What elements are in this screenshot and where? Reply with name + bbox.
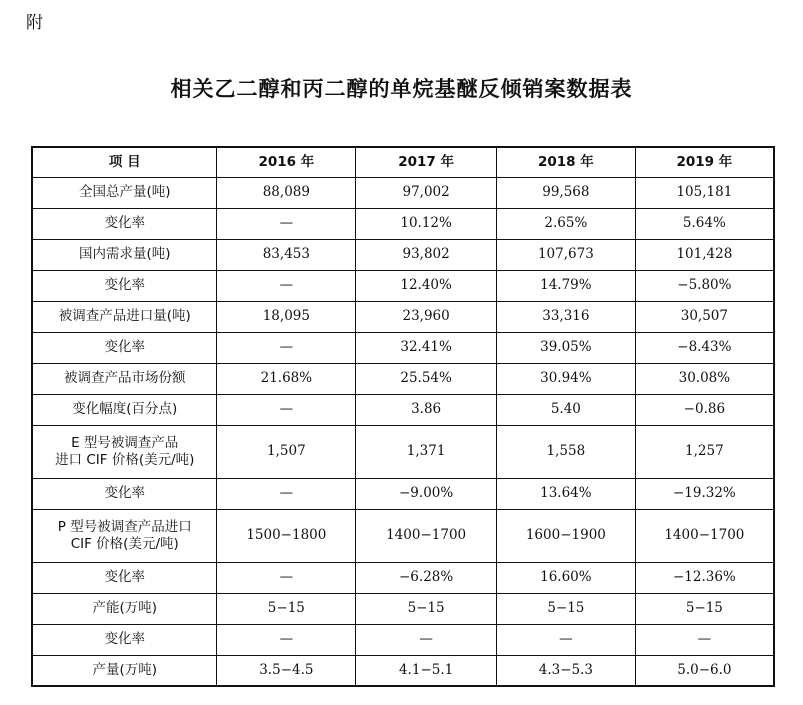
row-label-line: E 型号被调查产品	[71, 434, 179, 451]
row-label	[32, 425, 217, 478]
row-label: 全国总产量(吨)	[32, 177, 217, 208]
cell-value: 83,453	[217, 239, 356, 270]
table-row	[32, 208, 774, 239]
cell-value: 1400−1700	[356, 509, 497, 562]
appendix-label: 附	[26, 13, 43, 33]
cell-value: 3.86	[356, 394, 497, 425]
cell-value: −12.36%	[635, 562, 774, 593]
cell-value: —	[497, 624, 636, 655]
row-label: 变化率	[32, 478, 217, 509]
cell-value: 3.5−4.5	[217, 655, 356, 686]
cell-value: —	[635, 624, 774, 655]
row-label: 变化幅度(百分点)	[32, 394, 217, 425]
header-2016: 2016 年	[217, 147, 356, 177]
cell-value: 18,095	[217, 301, 356, 332]
table-row	[32, 332, 774, 363]
table-row	[32, 394, 774, 425]
cell-value: 1,371	[356, 425, 497, 478]
cell-value: 5−15	[356, 593, 497, 624]
table-row	[32, 624, 774, 655]
cell-value: 10.12%	[356, 208, 497, 239]
cell-value: 30.94%	[497, 363, 636, 394]
row-label: 国内需求量(吨)	[32, 239, 217, 270]
cell-value: 1500−1800	[217, 509, 356, 562]
table-row	[32, 478, 774, 509]
table-row	[32, 509, 774, 562]
row-label: 被调查产品市场份额	[32, 363, 217, 394]
table-row	[32, 177, 774, 208]
row-label: 变化率	[32, 332, 217, 363]
cell-value: 88,089	[217, 177, 356, 208]
table-row	[32, 655, 774, 686]
cell-value: 2.65%	[497, 208, 636, 239]
table-row	[32, 425, 774, 478]
cell-value: 12.40%	[356, 270, 497, 301]
row-label-line: 进口 CIF 价格(美元/吨)	[55, 451, 195, 468]
row-label	[32, 509, 217, 562]
cell-value: 5.0−6.0	[635, 655, 774, 686]
table-row	[32, 239, 774, 270]
data-table	[31, 146, 775, 687]
cell-value: 5−15	[635, 593, 774, 624]
cell-value: 5.40	[497, 394, 636, 425]
cell-value: 25.54%	[356, 363, 497, 394]
cell-value: −6.28%	[356, 562, 497, 593]
cell-value: 14.79%	[497, 270, 636, 301]
header-2018: 2018 年	[497, 147, 636, 177]
row-label: 变化率	[32, 562, 217, 593]
cell-value: 33,316	[497, 301, 636, 332]
cell-value: 1,257	[635, 425, 774, 478]
cell-value: 32.41%	[356, 332, 497, 363]
cell-value: —	[217, 394, 356, 425]
cell-value: −19.32%	[635, 478, 774, 509]
cell-value: 105,181	[635, 177, 774, 208]
cell-value: 21.68%	[217, 363, 356, 394]
cell-value: 13.64%	[497, 478, 636, 509]
table-row	[32, 270, 774, 301]
cell-value: 101,428	[635, 239, 774, 270]
row-label: 变化率	[32, 270, 217, 301]
cell-value: —	[217, 562, 356, 593]
header-item: 项 目	[32, 147, 217, 177]
row-label: 产量(万吨)	[32, 655, 217, 686]
cell-value: —	[217, 208, 356, 239]
table-row	[32, 301, 774, 332]
cell-value: 1,507	[217, 425, 356, 478]
cell-value: −5.80%	[635, 270, 774, 301]
cell-value: —	[356, 624, 497, 655]
header-2019: 2019 年	[635, 147, 774, 177]
row-label: 变化率	[32, 208, 217, 239]
cell-value: 5−15	[497, 593, 636, 624]
cell-value: −9.00%	[356, 478, 497, 509]
cell-value: −8.43%	[635, 332, 774, 363]
cell-value: 30,507	[635, 301, 774, 332]
row-label: 被调查产品进口量(吨)	[32, 301, 217, 332]
cell-value: 99,568	[497, 177, 636, 208]
table-row	[32, 593, 774, 624]
cell-value: −0.86	[635, 394, 774, 425]
cell-value: —	[217, 478, 356, 509]
cell-value: 93,802	[356, 239, 497, 270]
cell-value: 23,960	[356, 301, 497, 332]
cell-value: 1600−1900	[497, 509, 636, 562]
row-label-line: CIF 价格(美元/吨)	[70, 535, 179, 552]
cell-value: 39.05%	[497, 332, 636, 363]
cell-value: 4.3−5.3	[497, 655, 636, 686]
header-2017: 2017 年	[356, 147, 497, 177]
cell-value: 107,673	[497, 239, 636, 270]
cell-value: 97,002	[356, 177, 497, 208]
cell-value: 30.08%	[635, 363, 774, 394]
document-title: 相关乙二醇和丙二醇的单烷基醚反倾销案数据表	[170, 77, 633, 101]
cell-value: —	[217, 624, 356, 655]
cell-value: —	[217, 332, 356, 363]
table-header-row	[32, 147, 774, 177]
table-row	[32, 363, 774, 394]
cell-value: 5−15	[217, 593, 356, 624]
row-label-line: P 型号被调查产品进口	[57, 518, 192, 535]
cell-value: 16.60%	[497, 562, 636, 593]
cell-value: 1400−1700	[635, 509, 774, 562]
row-label: 变化率	[32, 624, 217, 655]
cell-value: —	[217, 270, 356, 301]
cell-value: 4.1−5.1	[356, 655, 497, 686]
row-label: 产能(万吨)	[32, 593, 217, 624]
table-row	[32, 562, 774, 593]
cell-value: 5.64%	[635, 208, 774, 239]
cell-value: 1,558	[497, 425, 636, 478]
